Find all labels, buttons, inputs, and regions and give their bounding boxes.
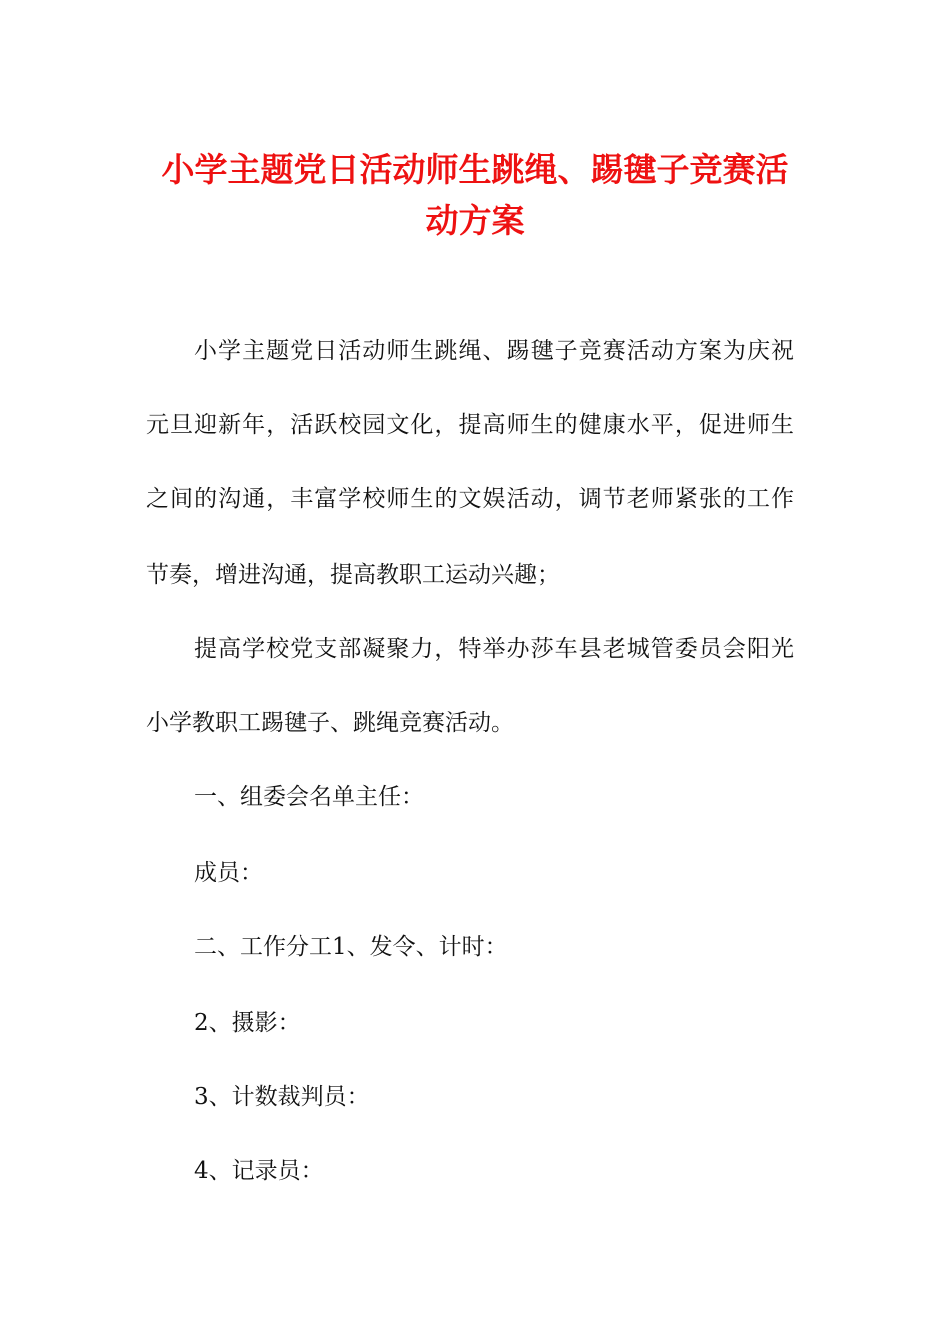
members-line: 成员：	[194, 860, 263, 886]
item-3-counting-referee: 3、计数裁判员：	[194, 1084, 370, 1110]
section-1-heading: 一、组委会名单主任：	[194, 784, 424, 810]
paragraph-1-line-4: 节奏，增进沟通，提高教职工运动兴趣；	[146, 562, 560, 588]
paragraph-1-line-3: 之间的沟通，丰富学校师生的文娱活动，调节老师紧张的工作	[146, 486, 794, 512]
item-2-photography: 2、摄影：	[194, 1010, 301, 1036]
paragraph-2-line-1: 提高学校党支部凝聚力，特举办莎车县老城管委员会阳光	[194, 636, 794, 662]
document-title-line-1: 小学主题党日活动师生跳绳、踢毽子竞赛活	[161, 150, 789, 189]
document-title-line-2: 动方案	[425, 201, 525, 240]
paragraph-1-line-2: 元旦迎新年，活跃校园文化，提高师生的健康水平，促进师生	[146, 412, 794, 438]
paragraph-2-line-2: 小学教职工踢毽子、跳绳竞赛活动。	[146, 710, 514, 736]
paragraph-1-line-1: 小学主题党日活动师生跳绳、踢毽子竞赛活动方案为庆祝	[194, 338, 794, 364]
section-2-heading: 二、工作分工1、发令、计时：	[194, 934, 508, 960]
item-4-recorder: 4、记录员：	[194, 1158, 324, 1184]
